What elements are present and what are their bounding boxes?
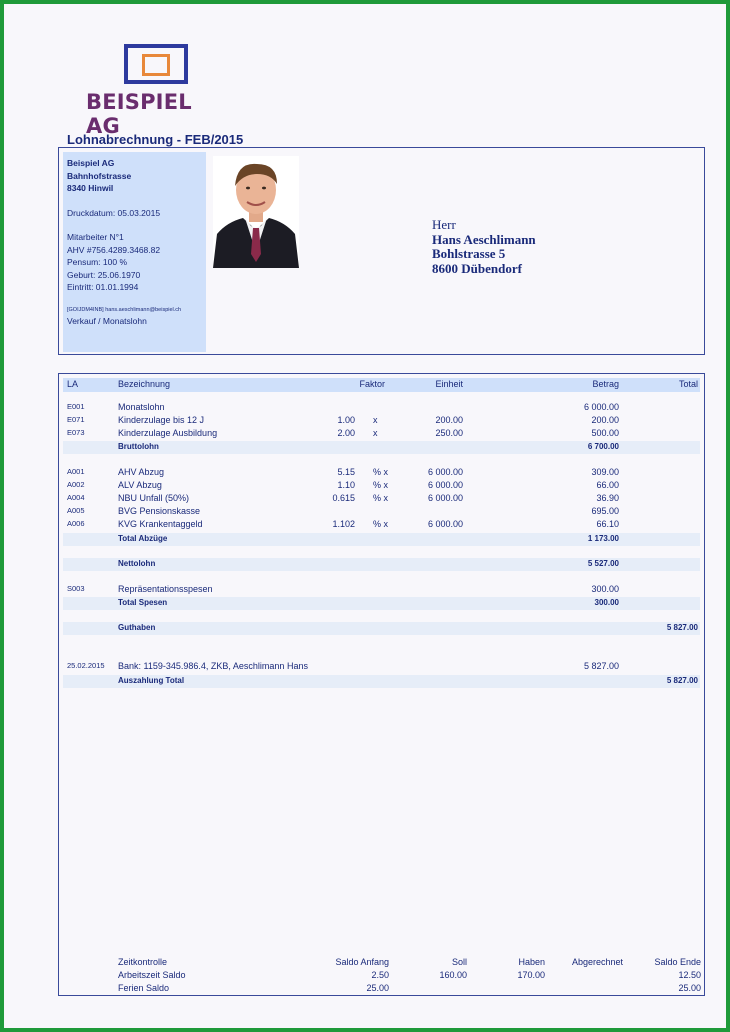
time-haben: Haben: [518, 957, 545, 967]
cell-betrag: 309.00: [591, 467, 619, 477]
cell-faktor: 1.00: [337, 415, 355, 425]
cell-bezeichnung: Bank: 1159-345.986.4, ZKB, Aeschlimann Hans: [118, 661, 308, 671]
cell-operator: % x: [373, 493, 389, 503]
cell-einheit: 6 000.00: [427, 519, 463, 529]
cell-bezeichnung: Monatslohn: [118, 402, 165, 412]
total-row: [63, 675, 700, 688]
cell-betrag: 5 827.00: [583, 661, 619, 671]
time-saldo-anfang: 2.50: [371, 970, 389, 980]
recipient-name: Hans Aeschlimann: [432, 231, 536, 247]
print-date: Druckdatum: 05.03.2015: [67, 207, 161, 218]
cell-la: 25.02.2015: [67, 661, 105, 670]
total-row: [63, 533, 700, 546]
total-row: [63, 558, 700, 571]
table-row: [63, 479, 700, 492]
table-row: [63, 414, 700, 427]
col-betrag: Betrag: [592, 379, 619, 389]
time-row: [59, 983, 701, 996]
cell-betrag: 6 000.00: [583, 402, 619, 412]
cell-faktor: 2.00: [337, 428, 355, 438]
cell-bezeichnung: Auszahlung Total: [118, 676, 185, 685]
cell-la: E001: [67, 402, 85, 411]
sender-city: 8340 Hinwil: [67, 183, 114, 193]
cell-einheit: 6 000.00: [427, 493, 463, 503]
cell-operator: x: [373, 428, 378, 438]
col-einheit: Einheit: [435, 379, 463, 389]
company-logo-icon: [124, 44, 188, 84]
table-row: [63, 466, 700, 479]
time-row: [59, 970, 701, 983]
cell-bezeichnung: Repräsentationsspesen: [118, 584, 213, 594]
recipient-address: [432, 218, 536, 276]
cell-faktor: 0.615: [332, 493, 355, 503]
sender-street: Bahnhofstrasse: [67, 170, 132, 181]
cell-betrag: 1 173.00: [587, 534, 619, 543]
cell-faktor: 1.10: [337, 480, 355, 490]
cell-bezeichnung: AHV Abzug: [118, 467, 165, 477]
pensum: Pensum: 100 %: [67, 257, 128, 267]
cell-bezeichnung: Kinderzulage bis 12 J: [118, 415, 205, 425]
recipient-street: Bohlstrasse 5: [432, 246, 506, 261]
cell-bezeichnung: Nettolohn: [118, 559, 156, 568]
cell-bezeichnung: Kinderzulage Ausbildung: [118, 428, 218, 438]
company-logo-text: BEISPIEL AG: [86, 90, 192, 138]
employee-email: [GOIJDM4INB] hans.aeschlimann@beispiel.ch: [67, 306, 182, 313]
time-label: Zeitkontrolle: [118, 957, 168, 967]
document-title: Lohnabrechnung - FEB/2015: [67, 132, 244, 147]
recipient-salutation: Herr: [432, 217, 456, 232]
cell-bezeichnung: Guthaben: [118, 623, 156, 632]
cell-la: A004: [67, 493, 85, 502]
col-total: Total: [678, 379, 698, 389]
sender-name: Beispiel AG: [67, 158, 115, 168]
cell-betrag: 300.00: [594, 598, 619, 607]
cell-faktor: 5.15: [337, 467, 355, 477]
time-saldo-ende: 25.00: [678, 983, 701, 993]
cell-betrag: 6 700.00: [587, 442, 619, 451]
time-saldo-ende: 12.50: [678, 970, 701, 980]
cell-operator: % x: [373, 519, 389, 529]
cell-la: S003: [67, 584, 85, 593]
cell-bezeichnung: BVG Pensionskasse: [118, 506, 201, 516]
payroll-table-frame: [58, 373, 705, 996]
cell-bezeichnung: ALV Abzug: [118, 480, 162, 490]
cell-betrag: 5 527.00: [587, 559, 619, 568]
cell-la: A002: [67, 480, 85, 489]
cell-betrag: 36.90: [596, 493, 619, 503]
col-faktor: Faktor: [359, 379, 385, 389]
payslip-page: [4, 4, 726, 1028]
recipient-city: 8600 Dübendorf: [432, 260, 522, 276]
cell-la: E073: [67, 428, 85, 437]
time-header: [59, 957, 701, 970]
cell-la: A001: [67, 467, 85, 476]
employee-number: Mitarbeiter N°1: [67, 232, 124, 242]
ahv-number: AHV #756.4289.3468.82: [67, 244, 161, 255]
time-soll: Soll: [451, 957, 467, 967]
cell-total: 5 827.00: [666, 623, 698, 632]
total-row: [63, 441, 700, 454]
cell-total: 5 827.00: [666, 676, 698, 685]
time-label: Arbeitszeit Saldo: [118, 970, 186, 980]
department: Verkauf / Monatslohn: [67, 315, 147, 326]
table-row: [63, 505, 700, 518]
cell-betrag: 200.00: [591, 415, 619, 425]
time-soll: 160.00: [439, 970, 467, 980]
cell-einheit: 6 000.00: [427, 467, 463, 477]
cell-einheit: 250.00: [435, 428, 463, 438]
cell-betrag: 500.00: [591, 428, 619, 438]
cell-bezeichnung: NBU Unfall (50%): [118, 493, 190, 503]
cell-bezeichnung: Total Abzüge: [118, 534, 168, 543]
cell-bezeichnung: KVG Krankentaggeld: [118, 519, 203, 529]
cell-bezeichnung: Total Spesen: [118, 598, 168, 607]
entry-date: Eintritt: 01.01.1994: [67, 282, 139, 292]
time-abgerechnet: Abgerechnet: [571, 957, 623, 967]
cell-einheit: 6 000.00: [427, 480, 463, 490]
cell-operator: x: [373, 415, 378, 425]
birth-date: Geburt: 25.06.1970: [67, 269, 141, 280]
cell-la: A005: [67, 506, 85, 515]
total-row: [63, 622, 700, 635]
table-row: [63, 492, 700, 505]
col-bezeichnung: Bezeichnung: [118, 379, 171, 389]
table-row: [63, 427, 700, 440]
time-saldo-anfang: Saldo Anfang: [335, 957, 389, 967]
employee-photo: [213, 156, 299, 268]
cell-betrag: 66.10: [596, 519, 619, 529]
table-row: [63, 401, 700, 414]
col-la: LA: [67, 379, 79, 389]
cell-bezeichnung: Bruttolohn: [118, 442, 159, 451]
time-haben: 170.00: [517, 970, 545, 980]
cell-betrag: 300.00: [591, 584, 619, 594]
cell-operator: % x: [373, 480, 389, 490]
time-saldo-anfang: 25.00: [366, 983, 389, 993]
cell-faktor: 1.102: [332, 519, 355, 529]
header-frame: [58, 147, 705, 355]
cell-la: E071: [67, 415, 85, 424]
cell-betrag: 695.00: [591, 506, 619, 516]
table-row: [63, 518, 700, 531]
table-row: [63, 660, 700, 673]
sender-info: [63, 152, 206, 352]
time-saldo-ende: Saldo Ende: [654, 957, 701, 967]
total-row: [63, 597, 700, 610]
cell-operator: % x: [373, 467, 389, 477]
table-row: [63, 583, 700, 596]
cell-betrag: 66.00: [596, 480, 619, 490]
cell-la: A006: [67, 519, 85, 528]
table-header: [63, 378, 700, 392]
time-label: Ferien Saldo: [118, 983, 170, 993]
cell-einheit: 200.00: [435, 415, 463, 425]
